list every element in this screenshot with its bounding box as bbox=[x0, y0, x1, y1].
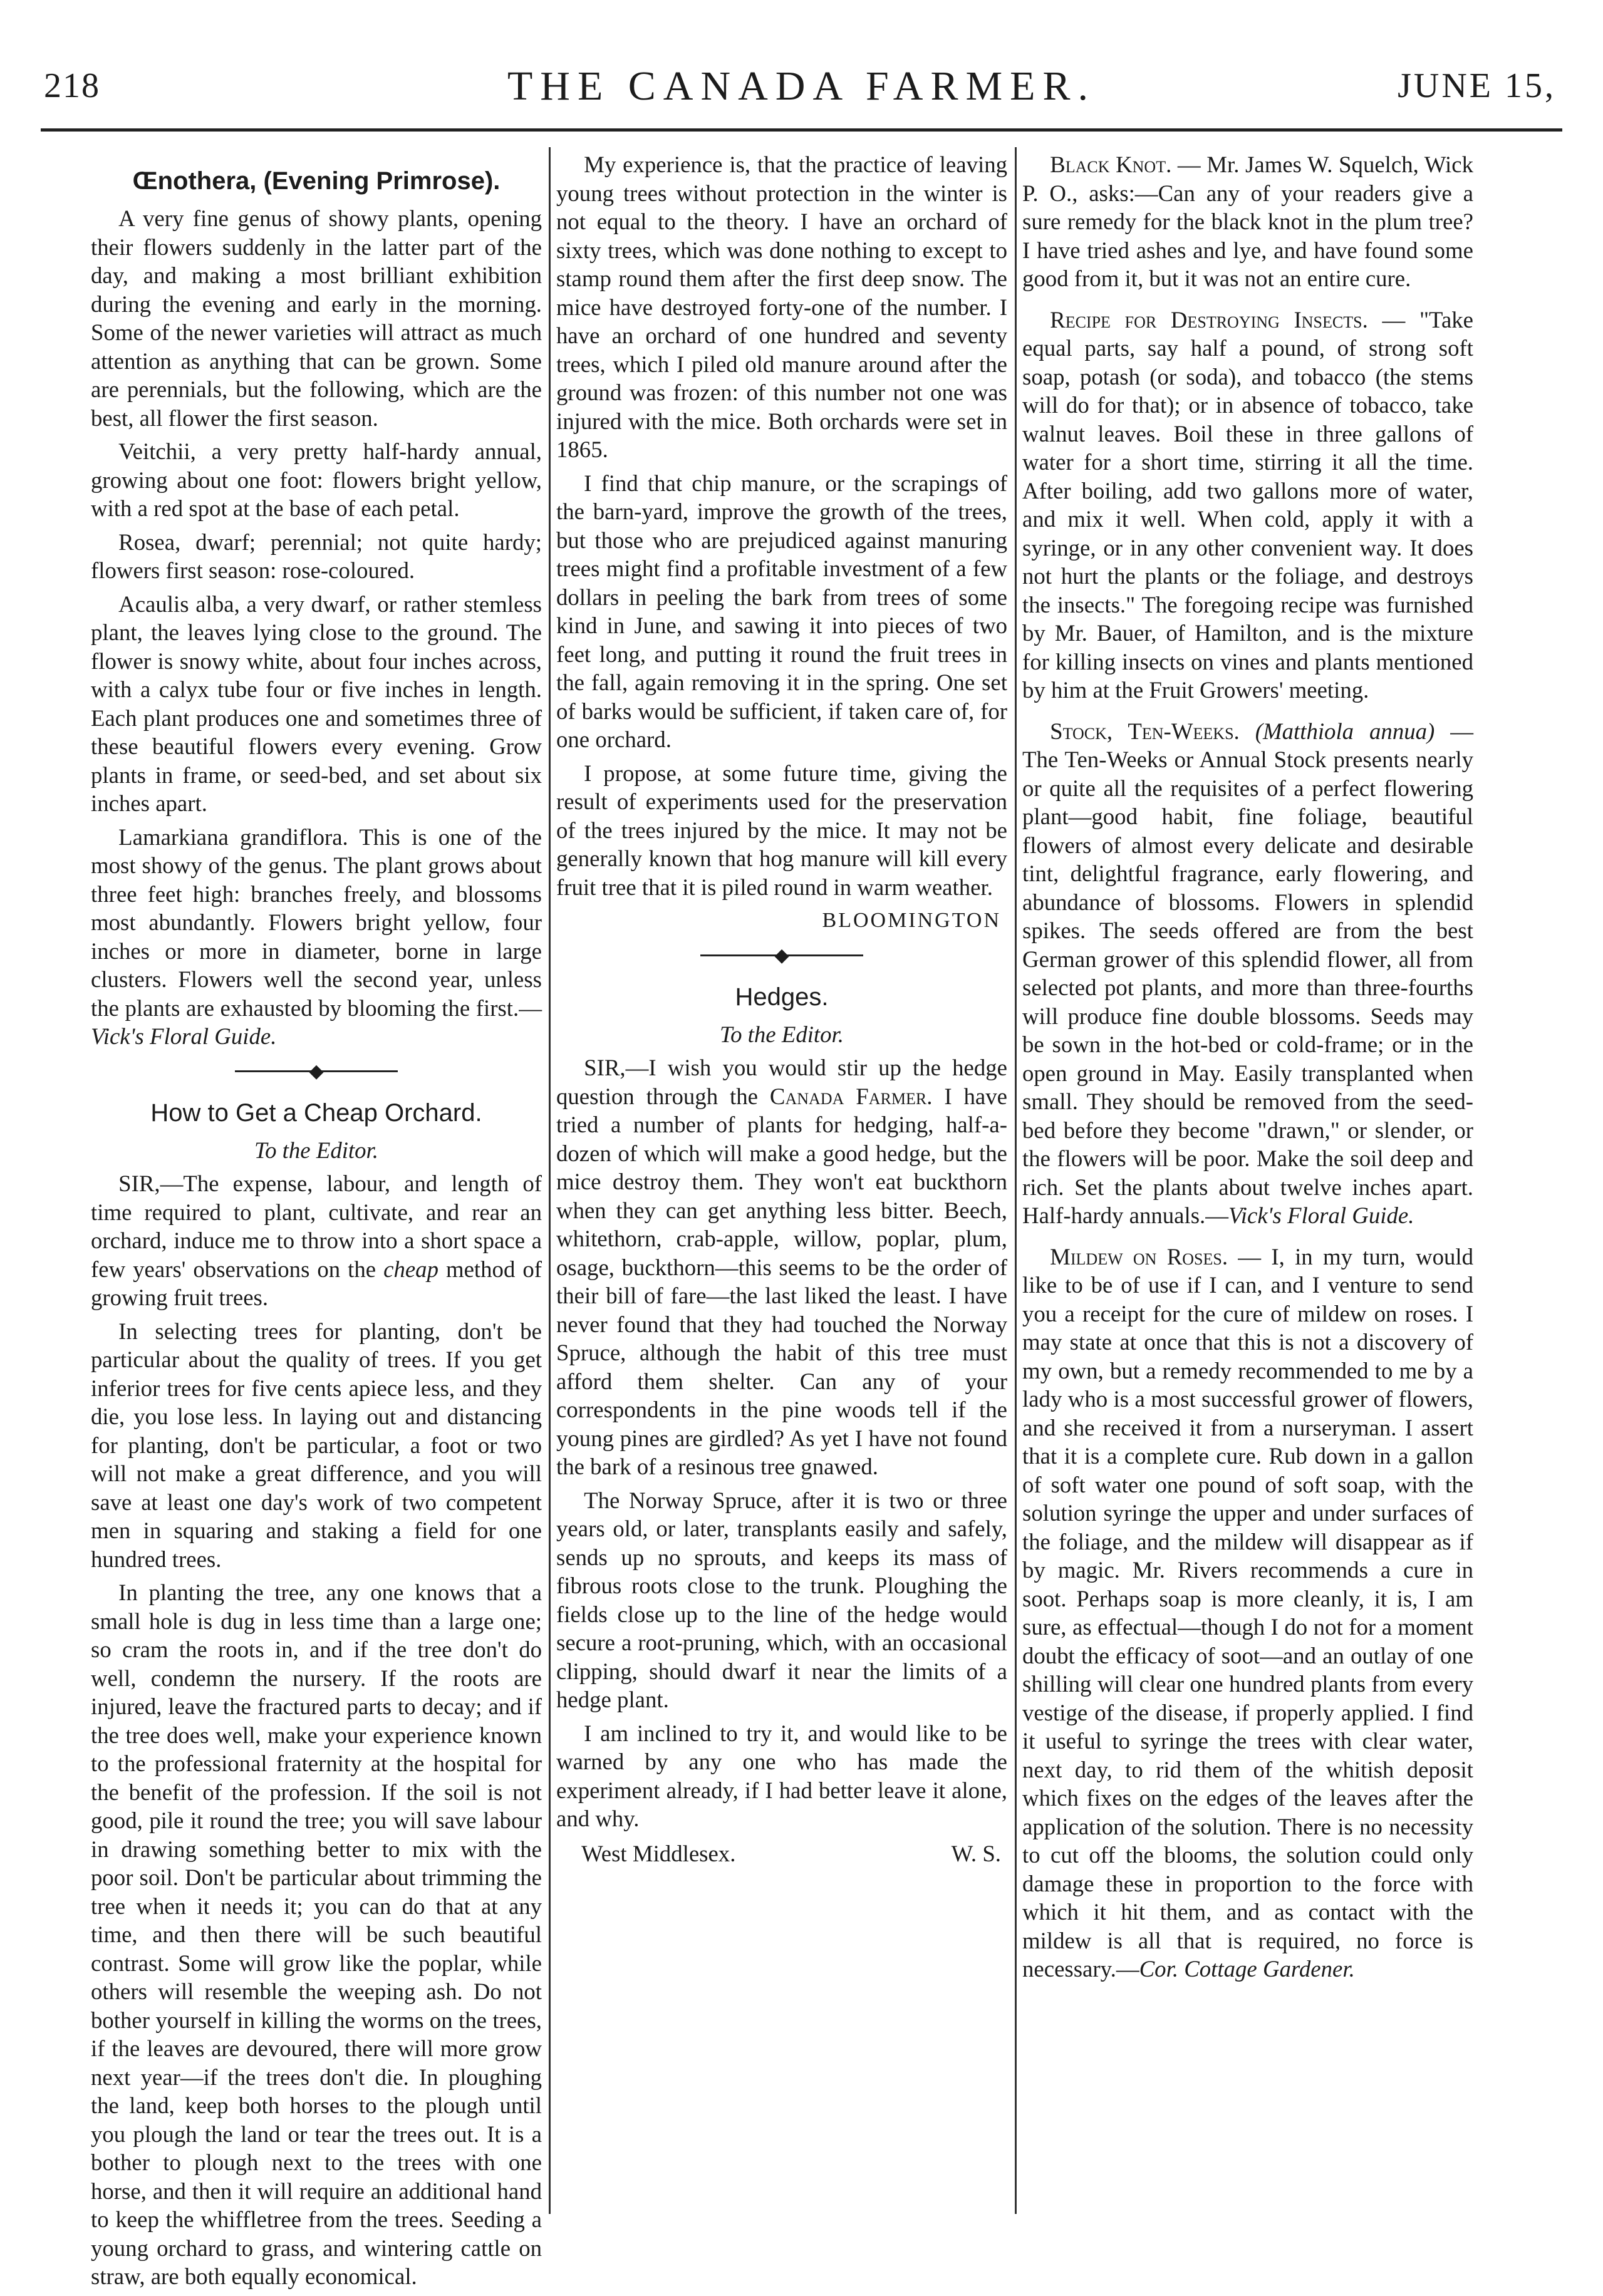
paragraph: Veitchii, a very pretty half-hardy annual, growing about one foot: flowers bright yellow, with a red spot at the base of each petal. bbox=[91, 438, 542, 521]
paragraph-text: — Mr. James W. Squelch, Wick P. O., asks:—Can any of your readers give a sure remedy for the black knot in the plum tree? I have tried ashes and lye, and have found some good from it, but it was not an entire cure. bbox=[1022, 152, 1473, 291]
item-lead: Black Knot. bbox=[1050, 152, 1172, 177]
paragraph: I am inclined to try it, and would like to be warned by any one who has made the experiment already, if I had better leave it alone, and why. bbox=[556, 1720, 1007, 1831]
section-divider bbox=[91, 1060, 542, 1082]
divider-ornament-icon: ◆ bbox=[774, 944, 789, 966]
paragraph: Acaulis alba, a very dwarf, or rather stemless plant, the leaves lying close to the ground. The flower is snowy white, about four inches across, with a calyx tube four or five inches in length. Each plant produces one and sometimes three of these beautiful flowers every evening. Grow plants in frame, or seed-bed, and set about six inches apart. bbox=[91, 591, 542, 816]
publication-name: Canada Farmer. bbox=[769, 1083, 933, 1109]
paragraph: I find that chip manure, or the scrapings of the barn-yard, improve the growth of the trees, but those who are prejudiced against manuring trees might find a profitable investment of a few dollars in peeling the bark from trees of some kind in June, and sawing it into pieces of two feet long, and putting it round the fruit trees in the fall, again removing it in the spring. One set of barks would be sufficient, if taken care of, for one orchard. bbox=[556, 470, 1007, 752]
column-3 bbox=[1022, 150, 1473, 1988]
signature: BLOOMINGTON bbox=[822, 909, 1001, 932]
paragraph: The Norway Spruce, after it is two or three years old, or later, transplants easily and safely, sends up no sprouts, and keeps its mass of fibrous roots close to the trunk. Ploughing the fields close up to the line of the hedge would secure a root-pruning, which, with an occasional clipping, should dwarf it near the limits of a hedge plant. bbox=[556, 1487, 1007, 1712]
paragraph bbox=[91, 823, 542, 1051]
signature-line bbox=[556, 1839, 1007, 1868]
column-rule bbox=[549, 147, 551, 2214]
paragraph: In selecting trees for planting, don't be particular about the quality of trees. If you get inferior trees for five cents apiece less, and they die, you lose less. In laying out and distancing for planting, don't be particular, a foot or two will not make a great difference, and you will save at least one day's work of two competent men in squaring and staking a field for one hundred trees. bbox=[91, 1318, 542, 1572]
paragraph: I propose, at some future time, giving the result of experiments used for the preservation of the trees injured by the mice. It may not be generally known that hog manure will kill every fruit tree that it is piled round in warm weather. bbox=[556, 760, 1007, 900]
paragraph bbox=[1022, 1243, 1473, 1983]
masthead: THE CANADA FARMER. bbox=[507, 63, 1096, 109]
source-credit: Vick's Floral Guide. bbox=[91, 1023, 277, 1049]
item-lead: Recipe for Destroying Insects. bbox=[1050, 306, 1368, 333]
paragraph bbox=[1022, 717, 1473, 1230]
paragraph-text: SIR,—The expense, labour, and length of time required to plant, cultivate, and rear an orchard, induce me to throw into a short space a few years' observations on the bbox=[91, 1171, 542, 1282]
paragraph: A very fine genus of showy plants, opening their flowers suddenly in the latter part of the day, and making a most brilliant exhibition during the evening and early in the morning. Some of the newer varieties will attract as much attention as anything that can be grown. Some are perennials, but the following, which are the best, all flower the first season. bbox=[91, 205, 542, 431]
salutation-to: To the Editor. bbox=[254, 1137, 378, 1163]
paragraph-text: — The Ten-Weeks or Annual Stock presents nearly or quite all the requisites of a perfect flowering plant—good habit, fine foliage, beautiful flowers of almost every delicate and desirable tint, delightful fragrance, early flowering, and abundance of blossoms. Flowers in splendid spikes. The seeds offered are from the best German grower of this splendid flower, all from selected pot plants, and more than three-fourths will produce fine double blossoms. Seeds may be sown in the hot-bed or cold-frame; or in the open ground in May. Easily transplanted when small. They should be removed from the seed-bed before they become "drawn," or slender, or the flowers will be poor. Make the soil deep and rich. Set the plants about twelve inches apart. Half-hardy annuals.— bbox=[1022, 718, 1474, 1228]
paragraph: In planting the tree, any one knows that a small hole is dug in less time than a large one; so cram the roots in, and if the tree don't do well, condemn the nursery. If the roots are injured, leave the fractured parts to decay; and if the tree does well, make your experience known to the professional fraternity at the hospital for the benefit of the profession. If the soil is not good, pile it round the tree; you will save labour in drawing something better to mix with the poor soil. Don't be particular about trimming the tree when it needs it; you can do that at any time, and then there will be such beautiful contrast. Some will grow like the poplar, while others will resemble the weeping ash. Do not bother yourself in killing the worms on the trees, if the leaves are devoured, there will more grow next year—if the trees don't die. In ploughing the land, keep both horses to the plough until you plough the land or tear the trees out. It is a bother to plough next to the trees with one horse, and then it will require an additional hand to keep the whiffletree from the trees. Seeding a young orchard to grass, and wintering cattle on straw, are both equally economical. bbox=[91, 1580, 542, 2289]
paragraph: Rosea, dwarf; perennial; not quite hardy; flowers first season: rose-coloured. bbox=[91, 529, 542, 583]
paragraph bbox=[556, 1053, 1007, 1481]
column-rule bbox=[1015, 147, 1017, 2214]
paragraph bbox=[91, 1169, 542, 1312]
page-header bbox=[0, 0, 1603, 157]
salutation-to: To the Editor. bbox=[720, 1021, 844, 1047]
item-lead: Mildew on Roses. bbox=[1050, 1243, 1228, 1270]
article-title: How to Get a Cheap Orchard. bbox=[150, 1099, 482, 1127]
page-number: 218 bbox=[44, 66, 100, 105]
item-lead: Stock, Ten-Weeks. bbox=[1050, 718, 1240, 744]
column-2 bbox=[556, 150, 1007, 1868]
paragraph-text: I have tried a number of plants for hedging, half-a-dozen of which will make a good hedge, but the mice destroy them. They won't eat buckthorn when they can get anything less bitter. Beech, whitethorn, crab-apple, willow, poplar, plum, osage, buckthorn—this seems to be the order of their bill of fare—the last liked the least. I have never found that they had touched the Norway Spruce, although the habit of this tree must afford them shelter. Can any of your correspondents in the pine woods tell if the young pines are girdled? As yet I have not found the bark of a resinous tree gnawed. bbox=[556, 1083, 1007, 1479]
paragraph-text: Lamarkiana grandiflora. This is one of the most showy of the genus. The plant grows about three feet high: branches freely, and blossoms most abundantly. Flowers bright yellow, four inches or more in diameter, borne in large clusters. Flowers well the second year, unless the plants are exhausted by blooming the first.— bbox=[91, 824, 542, 1021]
divider-ornament-icon: ◆ bbox=[309, 1060, 324, 1082]
paragraph bbox=[1022, 150, 1473, 293]
source-credit: Vick's Floral Guide. bbox=[1228, 1202, 1414, 1228]
signature-place: West Middlesex. bbox=[581, 1840, 736, 1866]
section-divider bbox=[556, 944, 1007, 966]
issue-date: JUNE 15, bbox=[1398, 66, 1556, 105]
column-1 bbox=[91, 150, 542, 2296]
paragraph-text: method of growing fruit trees. bbox=[91, 1256, 542, 1310]
paragraph-text: — I, in my turn, would like to be of use if I can, and I venture to send you a receipt for the cure of mildew on roses. I may state at once that this is not a discovery of my own, but a remedy recommended to me by a lady who is a most successful grower of flowers, and she received it from a nurseryman. I assert that it is a complete cure. Rub down in a gallon of soft water one pound of soft soap, with the solution syringe the upper and under surfaces of the foliage, and the mildew will disappear as if by magic. Mr. Rivers recommends a cure in soot. Perhaps soap is more cleanly, it is, I am sure, as effectual—though I do not for a moment doubt the efficacy of soot—and an outlay of one shilling will clear one hundred plants from every vestige of the disease, if properly applied. I find it useful to syringe the trees with clear water, next day, to rid them of the whitish deposit which fixes on the edges of the leaves after the application of the solution. There is no necessity to cut off the blooms, the solution could only damage these in proportion to the force with which it hit them, and as contact with the mildew is all that is required, no force is necessary.— bbox=[1022, 1243, 1473, 1982]
paragraph-text: SIR,—I wish you would stir up the hedge question through the bbox=[556, 1055, 1007, 1109]
emphasis: cheap bbox=[383, 1256, 438, 1282]
paragraph bbox=[1022, 306, 1473, 705]
paragraph-text: — "Take equal parts, say half a pound, of strong soft soap, potash (or soda), and tobacco (the stems will do for that); or in absence of tobacco, take walnut leaves. Boil these in three gallons of water for a short time, stirring it all the time. After boiling, add two gallons more of water, and mix it well. When cold, apply it with a syringe, or in any other convenient way. It does not hurt the plants or the foliage, and destroys the insects." The foregoing recipe was furnished by Mr. Bauer, of Hamilton, and is the mixture for killing insects on vines and plants mentioned by him at the Fruit Growers' meeting. bbox=[1022, 306, 1474, 703]
source-credit: Cor. Cottage Gardener. bbox=[1139, 1956, 1355, 1982]
article-title: Hedges. bbox=[735, 983, 829, 1011]
header-rule bbox=[41, 128, 1562, 132]
article-title: Œnothera, (Evening Primrose). bbox=[132, 167, 501, 195]
latin-name: (Matthiola annua) bbox=[1255, 718, 1435, 744]
signature-initials: W. S. bbox=[951, 1840, 1001, 1866]
paragraph: My experience is, that the practice of leaving young trees without protection in the winter is not equal to the theory. I have an orchard of sixty trees, which was done nothing to except to stamp round them after the first deep snow. The mice have destroyed forty-one of the number. I have an orchard of one hundred and seventy trees, which I piled old manure around after the ground was frozen: of this number not one was injured with the mice. Both orchards were set in 1865. bbox=[556, 152, 1007, 462]
